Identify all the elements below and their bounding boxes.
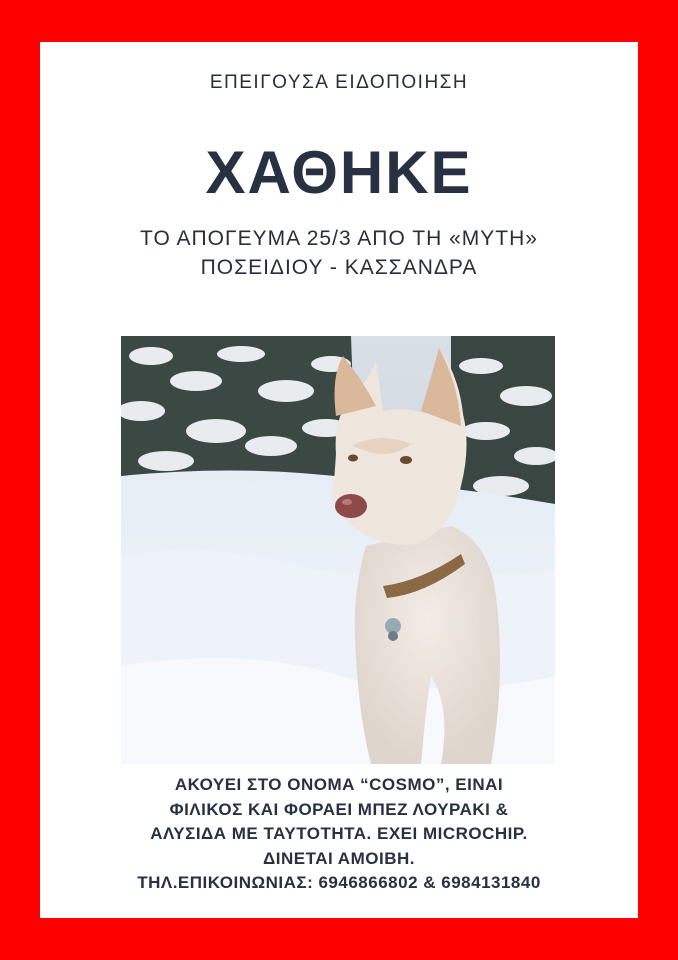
details-line: ΑΛΥΣΙΔΑ ΜΕ ΤΑΥΤΟΤΗΤΑ. ΕΧΕΙ MICROCHIP. — [150, 824, 528, 843]
subtitle-line: ΠΟΣΕΙΔΙΟΥ - ΚΑΣΣΑΝΔΡΑ — [200, 256, 478, 279]
details-line: ΔΙΝΕΤΑΙ ΑΜΟΙΒΗ. — [263, 848, 415, 868]
lost-dog-poster — [40, 42, 638, 918]
urgent-notice-header: ΕΠΕΙΓΟΥΣΑ ΕΙΔΟΠΟΙΗΣΗ — [209, 72, 469, 93]
details-line: ΦΙΛΙΚΟΣ ΚΑΙ ΦΟΡΑΕΙ ΜΠΕΖ ΛΟΥΡΑΚΙ & — [169, 799, 509, 819]
subtitle-line: ΤΟ ΑΠΟΓΕΥΜΑ 25/3 ΑΠΟ ΤΗ «ΜΥΤΗ» — [140, 227, 538, 250]
dog-details-text — [40, 773, 638, 896]
dog-photo — [121, 336, 555, 764]
details-line: ΑΚΟΥΕΙ ΣΤΟ ΟΝΟΜΑ “COSMO”, ΕΙΝΑΙ — [174, 775, 504, 794]
lost-location-text — [40, 224, 638, 282]
contact-phone-line: ΤΗΛ.ΕΠΙΚΟΙΝΩΝΙΑΣ: 6946866802 & 6984131840 — [137, 873, 541, 892]
poster-title: ΧΑΘΗΚΕ — [205, 139, 473, 206]
